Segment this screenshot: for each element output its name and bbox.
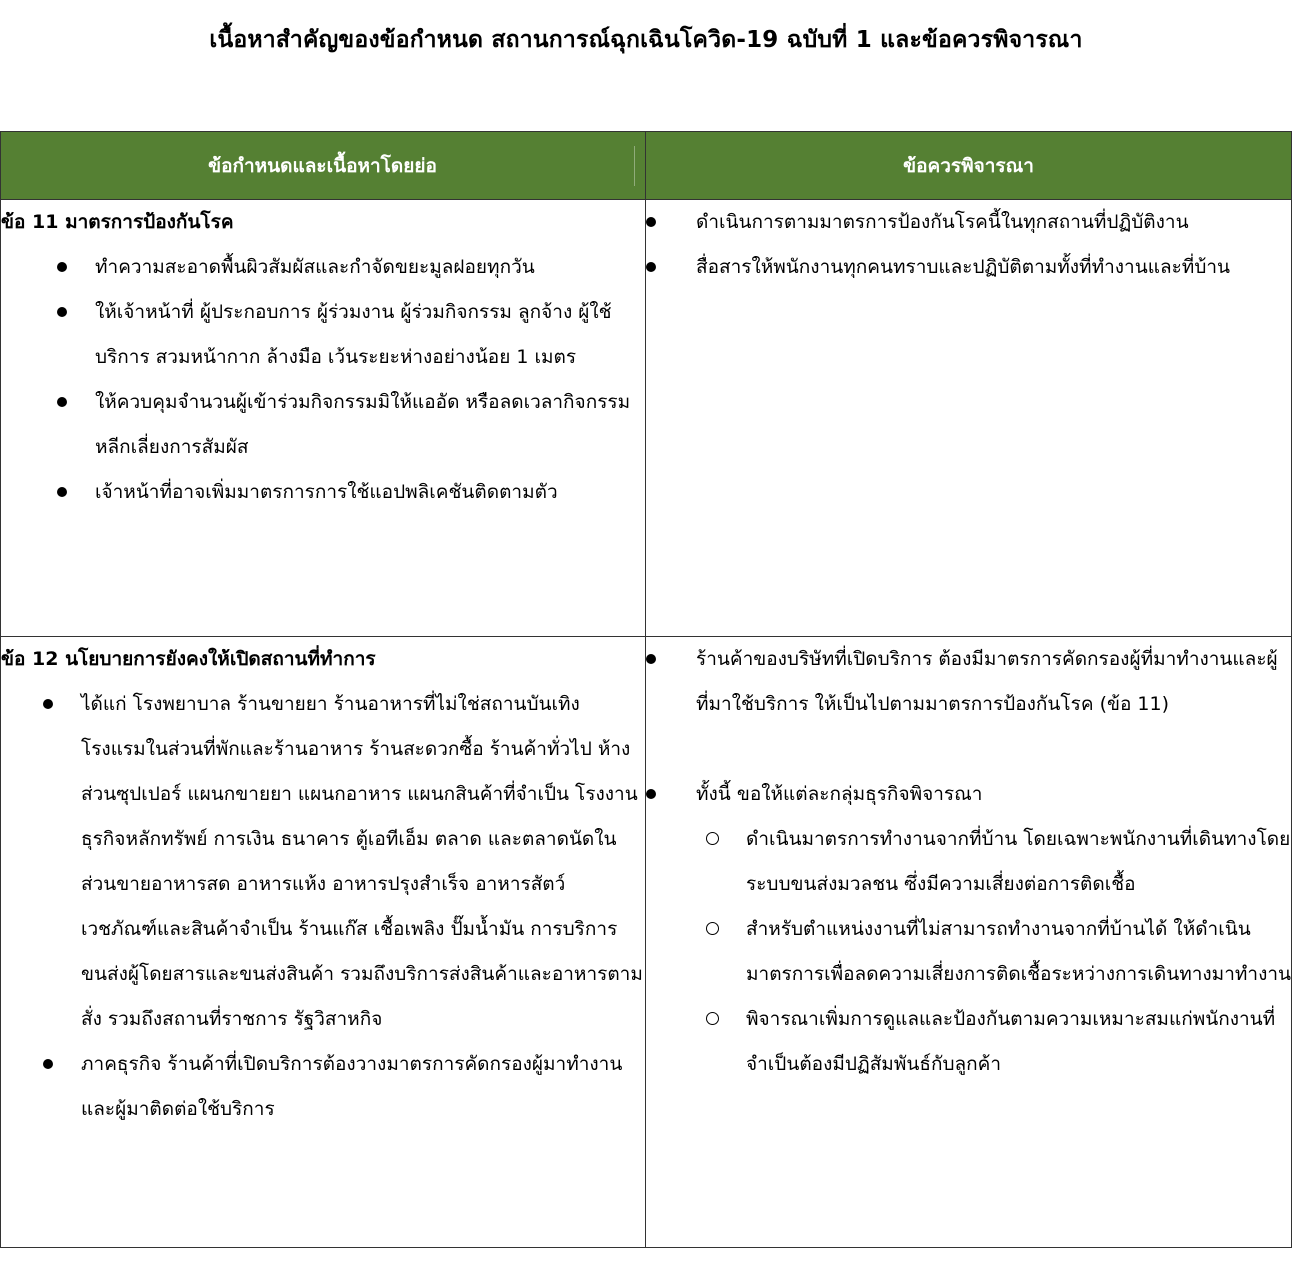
list-item-text: ทั้งนี้ ขอให้แต่ละกลุ่มธุรกิจพิจารณา bbox=[696, 783, 983, 805]
bullet-icon bbox=[646, 789, 656, 799]
bullet-icon bbox=[57, 262, 67, 272]
sub-list-item bbox=[696, 907, 1291, 997]
consideration-list bbox=[646, 200, 1291, 290]
regulation-list bbox=[1, 682, 645, 1132]
bullet-icon bbox=[43, 699, 53, 709]
list-item-text: เจ้าหน้าที่อาจเพิ่มมาตรการการใช้แอปพลิเคชันติดตามตัว bbox=[95, 481, 558, 503]
list-item bbox=[646, 637, 1291, 727]
list-item-text: สื่อสารให้พนักงานทุกคนทราบและปฏิบัติตามทั้งที่ทำงานและที่บ้าน bbox=[696, 256, 1231, 278]
circle-bullet-icon bbox=[706, 832, 719, 845]
page-title: เนื้อหาสำคัญของข้อกำหนด สถานการณ์ฉุกเฉินโควิด-19 ฉบับที่ 1 และข้อควรพิจารณา bbox=[209, 27, 1083, 53]
bullet-icon bbox=[43, 1059, 53, 1069]
consideration-list bbox=[646, 637, 1291, 1087]
bullet-icon bbox=[57, 307, 67, 317]
list-item-text: ดำเนินการตามมาตรการป้องกันโรคนี้ในทุกสถานที่ปฏิบัติงาน bbox=[696, 211, 1189, 233]
clause-title: ข้อ 11 มาตรการป้องกันโรค bbox=[1, 211, 234, 233]
circle-bullet-icon bbox=[706, 1012, 719, 1025]
regulation-cell bbox=[1, 200, 646, 637]
regulation-cell bbox=[1, 637, 646, 1248]
list-item-text: ร้านค้าของบริษัทที่เปิดบริการ ต้องมีมาตรการคัดกรองผู้ที่มาทำงานและผู้ที่มาใช้บริการ ให้เป็นไปตามมาตรการป้องกันโรค (ข้อ 11) bbox=[696, 648, 1278, 715]
consideration-cell bbox=[646, 637, 1292, 1248]
list-item-text: ให้ควบคุมจำนวนผู้เข้าร่วมกิจกรรมมิให้แออัด หรือลดเวลากิจกรรม หลีกเลี่ยงการสัมผัส bbox=[95, 391, 631, 458]
list-item bbox=[646, 772, 1291, 1087]
consideration-cell bbox=[646, 200, 1292, 637]
clause-title: ข้อ 12 นโยบายการยังคงให้เปิดสถานที่ทำการ bbox=[1, 648, 376, 670]
table-row bbox=[1, 200, 1292, 637]
bullet-icon bbox=[646, 217, 656, 227]
list-item bbox=[1, 682, 645, 1042]
sub-list-item-text: สำหรับตำแหน่งงานที่ไม่สามารถทำงานจากที่บ้านได้ ให้ดำเนินมาตรการเพื่อลดความเสี่ยงการติดเชื้อระหว่างการเดินทางมาทำงาน bbox=[746, 918, 1291, 985]
sub-list-item bbox=[696, 997, 1291, 1087]
sub-list-item-text: ดำเนินมาตรการทำงานจากที่บ้าน โดยเฉพาะพนักงานที่เดินทางโดยระบบขนส่งมวลชน ซึ่งมีความเสี่ยงต่อการติดเชื้อ bbox=[746, 828, 1291, 895]
list-item bbox=[1, 1042, 645, 1132]
table-row bbox=[1, 637, 1292, 1248]
list-item bbox=[1, 470, 645, 515]
table-header-row bbox=[1, 132, 1292, 200]
list-item-text: ให้เจ้าหน้าที่ ผู้ประกอบการ ผู้ร่วมงาน ผู้ร่วมกิจกรรม ลูกจ้าง ผู้ใช้บริการ สวมหน้ากาก ล้างมือ เว้นระยะห่างอย่างน้อย 1 เมตร bbox=[95, 301, 612, 368]
column-header-considerations-label: ข้อควรพิจารณา bbox=[903, 154, 1034, 177]
sub-list-item-text: พิจารณาเพิ่มการดูแลและป้องกันตามความเหมาะสมแก่พนักงานที่จำเป็นต้องมีปฏิสัมพันธ์กับลูกค้า bbox=[746, 1008, 1276, 1075]
bullet-icon bbox=[646, 262, 656, 272]
sub-list bbox=[696, 817, 1291, 1087]
list-item bbox=[1, 245, 645, 290]
regulation-list bbox=[1, 245, 645, 515]
column-header-regulation bbox=[1, 132, 646, 200]
list-item bbox=[1, 380, 645, 470]
circle-bullet-icon bbox=[706, 922, 719, 935]
sub-list-item bbox=[696, 817, 1291, 907]
list-item-text: ภาคธุรกิจ ร้านค้าที่เปิดบริการต้องวางมาตรการคัดกรองผู้มาทำงานและผู้มาติดต่อใช้บริการ bbox=[81, 1053, 623, 1120]
column-header-considerations bbox=[646, 132, 1292, 200]
bullet-icon bbox=[646, 654, 656, 664]
list-item bbox=[646, 245, 1291, 290]
list-item bbox=[646, 200, 1291, 245]
list-item bbox=[1, 290, 645, 380]
column-header-regulation-label: ข้อกำหนดและเนื้อหาโดยย่อ bbox=[11, 146, 635, 186]
list-spacer bbox=[646, 727, 1291, 772]
bullet-icon bbox=[57, 487, 67, 497]
regulation-table bbox=[0, 131, 1292, 1248]
list-item-text: ทำความสะอาดพื้นผิวสัมผัสและกำจัดขยะมูลฝอยทุกวัน bbox=[95, 256, 535, 278]
list-item-text: ได้แก่ โรงพยาบาล ร้านขายยา ร้านอาหารที่ไม่ใช่สถานบันเทิง โรงแรมในส่วนที่พักและร้านอาหาร ร้านสะดวกซื้อ ร้านค้าทั่วไป ห้างส่วนซุปเปอร์ แผนกขายยา แผนกอาหาร แผนกสินค้าที่จำเป็น โรงงาน ธุรกิจหลักทรัพย์ การเงิน ธนาคาร ตู้เอทีเอ็ม ตลาด และตลาดนัดในส่วนขายอาหารสด อาหารแห้ง อาหารปรุงสำเร็จ อาหารสัตว์ เวชภัณฑ์และสินค้าจำเป็น ร้านแก๊ส เชื้อเพลิง ปั๊มน้ำมัน การบริการขนส่งผู้โดยสารและขนส่งสินค้า รวมถึงบริการส่งสินค้าและอาหารตามสั่ง รวมถึงสถานที่ราชการ รัฐวิสาหกิจ bbox=[81, 693, 643, 1030]
bullet-icon bbox=[57, 397, 67, 407]
